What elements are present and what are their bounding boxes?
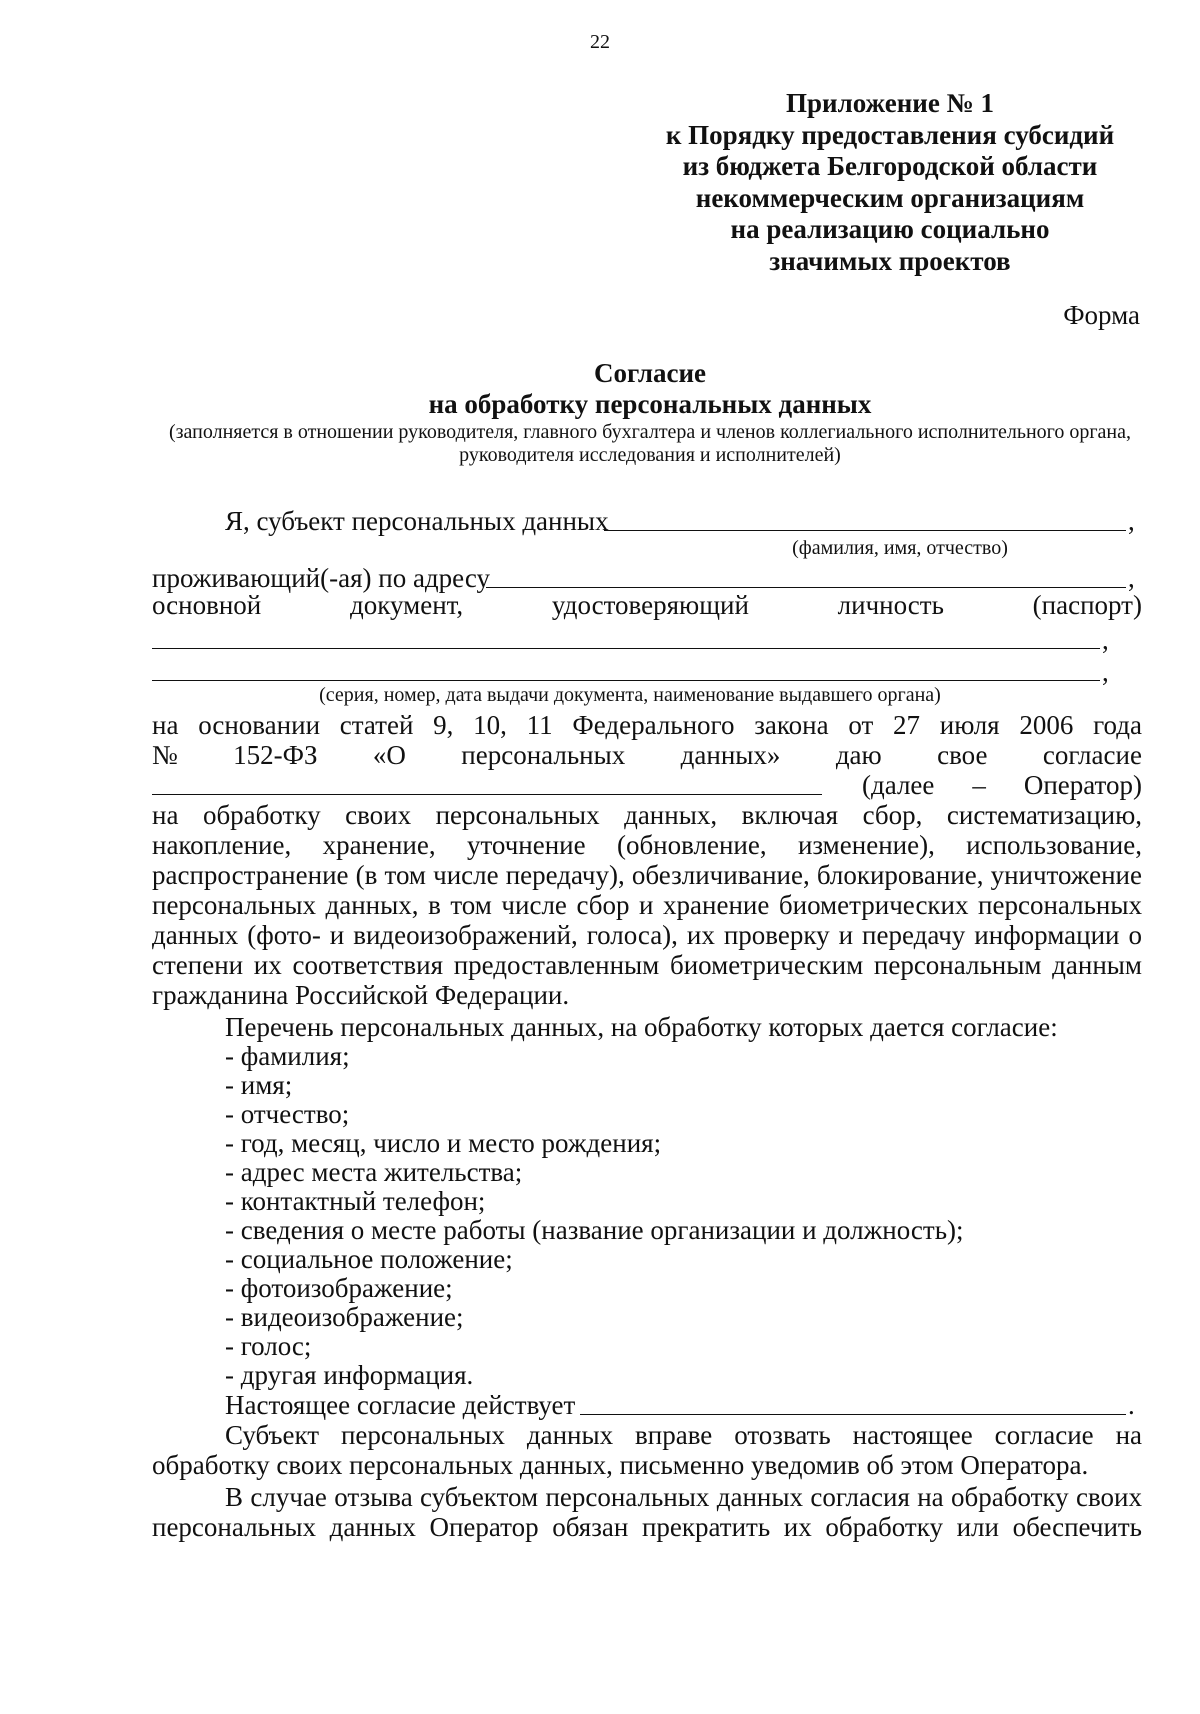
law-word: даю	[835, 740, 882, 770]
list-intro: Перечень персональных данных, на обработку которых дается согласие:	[225, 1012, 1058, 1042]
law-word: согласие	[1042, 740, 1142, 770]
period: .	[1128, 1390, 1135, 1420]
form-label: Форма	[1063, 300, 1140, 330]
validity-label: Настоящее согласие действует	[225, 1390, 576, 1420]
fio-input-line[interactable]	[604, 530, 1126, 531]
law-word: Федерального	[572, 710, 735, 740]
fio-hint: (фамилия, имя, отчество)	[792, 537, 1008, 559]
document-title: Согласие	[593, 358, 707, 388]
law-word: июля	[939, 710, 1000, 740]
operator-word: Оператор)	[1023, 770, 1142, 800]
law-word: от	[848, 710, 874, 740]
comma: ,	[1102, 657, 1109, 687]
law-word: основании	[198, 710, 321, 740]
law-word: статей	[339, 710, 414, 740]
law-word: 2006	[1019, 710, 1074, 740]
law-word: свое	[937, 740, 988, 770]
appendix-header	[650, 88, 1130, 277]
list-item: - социальное положение;	[225, 1244, 513, 1274]
doc-word: основной	[152, 590, 262, 620]
list-item: - голос;	[225, 1331, 312, 1361]
doc-word: (паспорт)	[1032, 590, 1142, 620]
operator-word: –	[972, 770, 986, 800]
document-subtitle: на обработку персональных данных	[428, 389, 872, 419]
appendix-line: значимых проектов	[769, 245, 1011, 276]
law-word: 10,	[473, 710, 507, 740]
title-note: (заполняется в отношении руководителя, главного бухгалтера и членов коллегиального исполнительного органа,	[168, 421, 1132, 443]
doc-hint: (серия, номер, дата выдачи документа, наименование выдавшего органа)	[319, 684, 941, 706]
law-word: персональных	[461, 740, 626, 770]
list-item: - другая информация.	[225, 1360, 474, 1390]
list-item: - имя;	[225, 1070, 293, 1100]
passport-input-line-1[interactable]	[152, 648, 1100, 649]
title-note: руководителя исследования и исполнителей)	[459, 444, 841, 466]
law-word: закона	[754, 710, 829, 740]
operator-word: (далее	[862, 770, 935, 800]
appendix-line: из бюджета Белгородской области	[682, 151, 1098, 181]
list-item: - отчество;	[225, 1099, 350, 1129]
comma: ,	[1128, 506, 1135, 536]
page-number: 22	[590, 31, 610, 53]
withdraw-paragraph-2: В случае отзыва субъектом персональных данных согласия на обработку своих персональных данных Оператор обязан прекратить их обработку или обеспечить	[152, 1482, 1142, 1542]
appendix-line: к Порядку предоставления субсидий	[665, 119, 1115, 150]
list-item: - адрес места жительства;	[225, 1157, 523, 1187]
law-word: года	[1093, 710, 1142, 740]
list-item: - фотоизображение;	[225, 1273, 453, 1303]
list-item: - сведения о месте работы (название организации и должность);	[225, 1215, 964, 1245]
appendix-line: Приложение № 1	[786, 88, 994, 118]
list-item: - год, месяц, число и место рождения;	[225, 1128, 662, 1158]
list-item: - видеоизображение;	[225, 1302, 464, 1332]
address-label: проживающий(-ая) по адресу	[152, 563, 490, 593]
law-word: «О	[372, 740, 406, 770]
law-word: 27	[893, 710, 921, 740]
appendix-line: некоммерческим организациям	[695, 182, 1085, 213]
list-item: - фамилия;	[225, 1041, 350, 1071]
law-word: 11	[526, 710, 553, 740]
operator-label	[862, 770, 1142, 800]
law-word: 9,	[433, 710, 454, 740]
doc-word: личность	[837, 590, 944, 620]
law-line-1	[152, 710, 1142, 740]
doc-line	[152, 590, 1142, 620]
doc-word: документ,	[350, 590, 464, 620]
personal-data-list	[225, 1041, 964, 1389]
comma: ,	[1102, 625, 1109, 655]
address-input-line[interactable]	[486, 587, 1126, 588]
law-word: на	[152, 710, 179, 740]
processing-paragraph: на обработку своих персональных данных, включая сбор, систематизацию, накопление, хранение, уточнение (обновление, изменение), использование, распространение (в том числе передачу), обезличивание, блокирование, уничтожение персональных данных, в том числе сбор и хранение биометрических персональных данных (фото- и видеоизображений, голоса), их проверку и передачу информации о степени их соответствия предоставленным биометрическим персональным данным гражданина Российской Федерации.	[152, 800, 1142, 1010]
comma: ,	[1128, 563, 1135, 593]
validity-input-line[interactable]	[580, 1414, 1126, 1415]
law-word: №	[152, 740, 178, 770]
law-word: 152-ФЗ	[233, 740, 318, 770]
list-item: - контактный телефон;	[225, 1186, 486, 1216]
law-line-2	[152, 740, 1142, 770]
operator-input-line[interactable]	[152, 794, 822, 795]
law-word: данных»	[680, 740, 781, 770]
doc-word: удостоверяющий	[551, 590, 749, 620]
passport-input-line-2[interactable]	[152, 680, 1100, 681]
withdraw-paragraph: Субъект персональных данных вправе отозвать настоящее согласие на обработку своих персональных данных, письменно уведомив об этом Оператора.	[152, 1420, 1142, 1480]
subject-label: Я, субъект персональных данных	[225, 506, 609, 536]
appendix-line: на реализацию социально	[730, 214, 1050, 244]
